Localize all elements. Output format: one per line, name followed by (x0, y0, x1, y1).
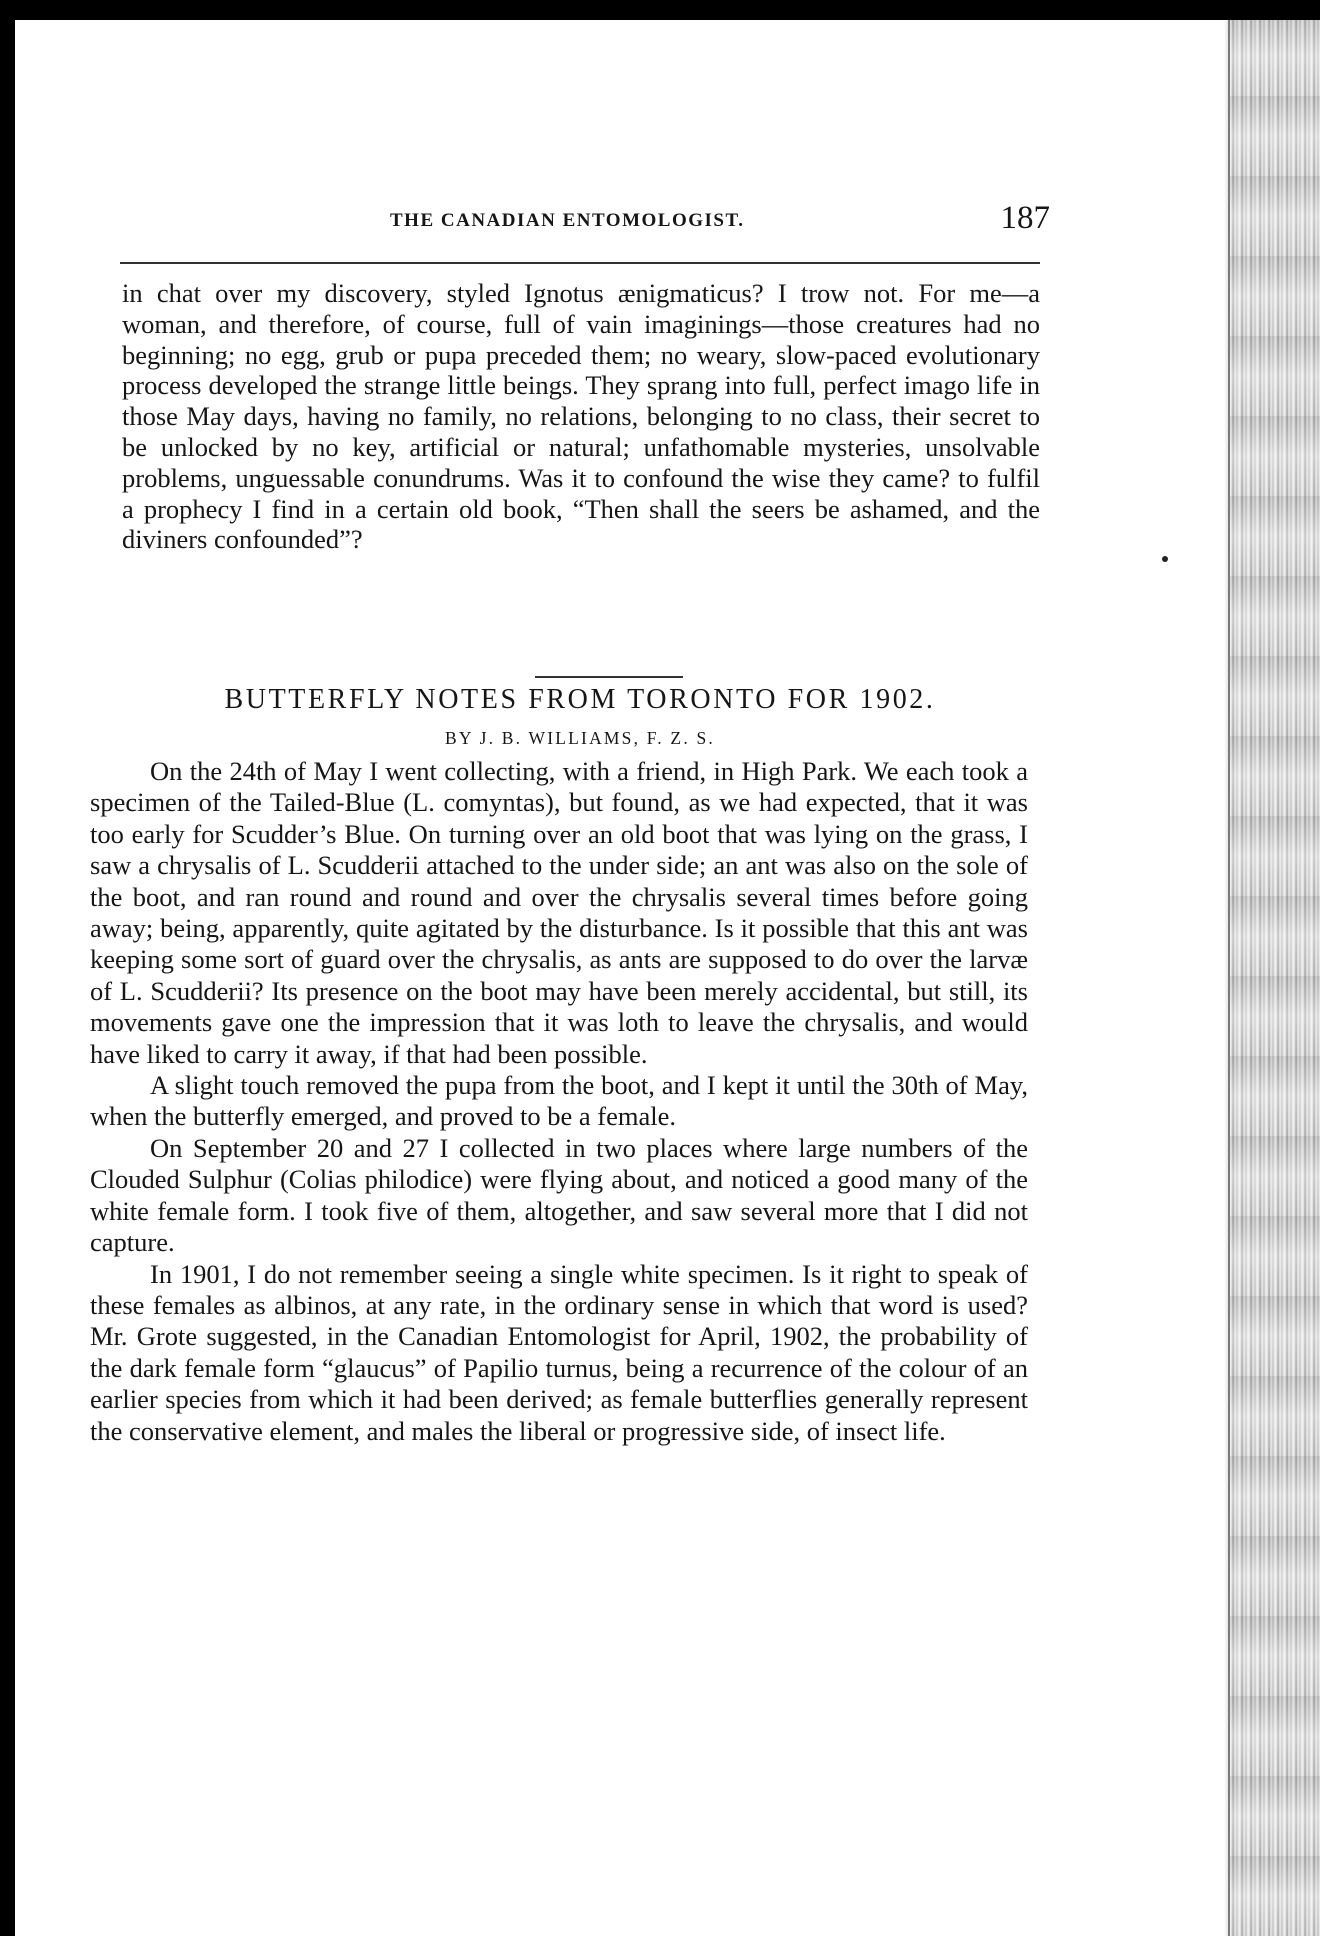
article-paragraph-1: On the 24th of May I went collecting, with a friend, in High Park. We each took a specimen of the Tailed-Blue (L. comyntas), but found, as we had expected, that it was too early for Scudder’s Blue. On turning over an old boot that was lying on the grass, I saw a chrysalis of L. Scudderii attached to the under side; an ant was also on the sole of the boot, and ran round and round and over the chrysalis several times before going away; being, apparently, quite agitated by the disturbance. Is it possible that this ant was keeping some sort of guard over the chrysalis, as ants are supposed to do over the larvæ of L. Scudderii? Its presence on the boot may have been merely accidental, but still, its movements gave one the impression that it was loth to leave the chrysalis, and would have liked to carry it away, if that had been possible. (90, 756, 1028, 1069)
article-paragraph-2: A slight touch removed the pupa from the boot, and I kept it until the 30th of May, when the butterfly emerged, and proved to be a female. (90, 1070, 1028, 1132)
header-rule (120, 262, 1040, 264)
article-byline: BY J. B. WILLIAMS, F. Z. S. (445, 728, 715, 748)
article-paragraph-4: In 1901, I do not remember seeing a single white specimen. Is it right to speak of these females as albinos, at any rate, in the ordinary sense in which that word is used? Mr. Grote suggested, in the Canadian Entomologist for April, 1902, the probability of the dark female form “glaucus” of Papilio turnus, being a recurrence of the colour of an earlier species from which it had been derived; as female butterflies generally represent the conservative element, and males the liberal or progressive side, of insect life. (90, 1258, 1028, 1446)
page-number: 187 (1000, 200, 1050, 236)
scan-border-top (0, 0, 1320, 20)
article-title: BUTTERFLY NOTES FROM TORONTO FOR 1902. (224, 684, 936, 715)
book-page-edges (1228, 20, 1320, 1936)
article-paragraph-3: On September 20 and 27 I collected in two places where large numbers of the Clouded Sulphur (Colias philodice) were flying about, and noticed a good many of the white female form. I took five of them, altogether, and saw several more that I did not capture. (90, 1132, 1028, 1258)
scan-speck (1162, 556, 1168, 562)
running-head (120, 200, 1050, 246)
running-title: THE CANADIAN ENTOMOLOGIST. (390, 210, 745, 231)
continued-paragraph: in chat over my discovery, styled Ignotus ænigmaticus? I trow not. For me—a woman, and therefore, of course, full of vain imaginings—those creatures had no beginning; no egg, grub or pupa preceded them; no weary, slow-paced evolutionary process developed the strange little beings. They sprang into full, perfect imago life in those May days, having no family, no relations, belonging to no class, their secret to be unlocked by no key, artificial or natural; unfathomable mysteries, unsolvable problems, unguessable conundrums. Was it to confound the wise they came? to fulfil a prophecy I find in a certain old book, “Then shall the seers be ashamed, and the diviners confounded”? (122, 278, 1040, 555)
section-divider (535, 676, 683, 678)
scan-border-left (0, 0, 15, 1936)
continued-text-block (122, 278, 1040, 555)
article-body (90, 756, 1028, 1447)
